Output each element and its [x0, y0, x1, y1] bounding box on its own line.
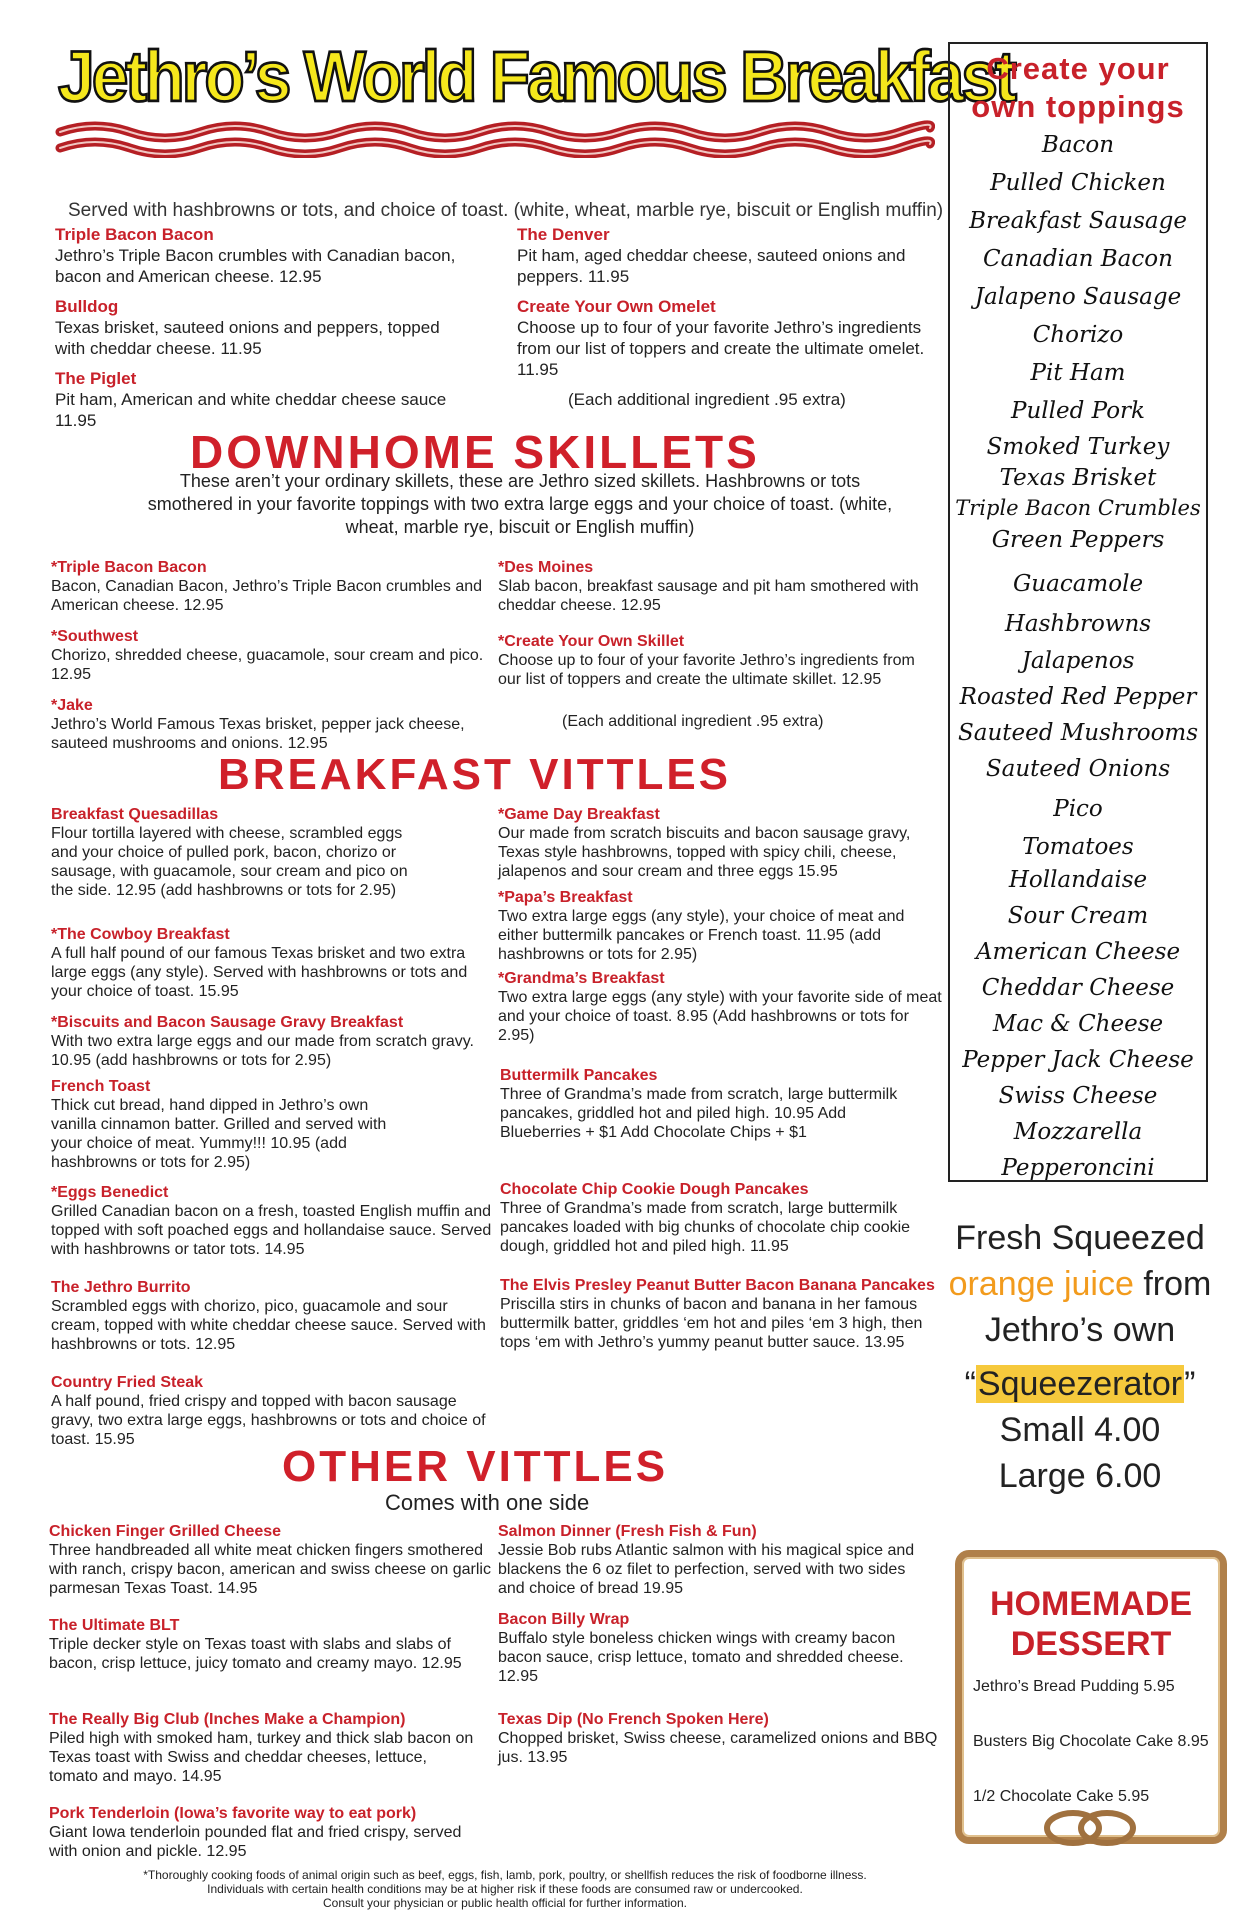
- topping-item: American Cheese: [975, 939, 1181, 965]
- menu-item: [51, 805, 431, 900]
- topping-item: Sauteed Onions: [985, 756, 1171, 782]
- menu-item: [498, 558, 928, 615]
- item-name: Bulldog: [55, 297, 119, 316]
- disclaimer-line: *Thoroughly cooking foods of animal origin such as beef, eggs, fish, lamb, pork, poultry, or shellfish reduces the risk of foodborne illness.: [143, 1868, 867, 1882]
- item-desc: Priscilla stirs in chunks of bacon and banana in her famous buttermilk batter, griddles ‘em hot and piles ‘em 3 high, then tops ‘em with Jethro’s yummy peanut butter sauce. 13.95: [500, 1296, 923, 1351]
- menu-item: [500, 1276, 945, 1352]
- menu-item: [51, 1013, 496, 1070]
- menu-item: [51, 925, 491, 1001]
- item-desc: Choose up to four of your favorite Jethro’s ingredients from our list of toppers and create the ultimate omelet. 11.95: [517, 318, 925, 379]
- item-desc: Triple decker style on Texas toast with slabs and slabs of bacon, crisp lettuce, juicy tomato and creamy mayo. 12.95: [49, 1636, 462, 1672]
- item-name: *Des Moines: [498, 559, 594, 576]
- dessert-box: [955, 1550, 1225, 1850]
- item-desc: Two extra large eggs (any style), your choice of meat and either buttermilk pancakes or French toast. 11.95 (add hashbrowns or tots for 2.95): [498, 908, 905, 963]
- topping-item: Swiss Cheese: [998, 1083, 1158, 1109]
- oj-accent: orange juice: [948, 1265, 1134, 1303]
- item-desc: A full half pound of our famous Texas brisket and two extra large eggs (any style). Served with hashbrowns or tots and your choice of toast. 15.95: [51, 945, 468, 1000]
- toppings-box: [948, 42, 1208, 1182]
- item-name: Pork Tenderloin (Iowa’s favorite way to eat pork): [49, 1805, 417, 1822]
- topping-item: Cheddar Cheese: [981, 975, 1175, 1001]
- item-name: Salmon Dinner (Fresh Fish & Fun): [498, 1523, 757, 1540]
- item-desc: Thick cut bread, hand dipped in Jethro’s own vanilla cinnamon batter. Grilled and served with your choice of meat. Yummy!!! 10.95 (add hashbrowns or tots for 2.95): [51, 1097, 387, 1171]
- topping-item: Hashbrowns: [1004, 611, 1152, 637]
- item-name: Bacon Billy Wrap: [498, 1611, 630, 1628]
- menu-item: [51, 696, 501, 753]
- item-name: *Triple Bacon Bacon: [51, 559, 207, 576]
- item-name: *Eggs Benedict: [51, 1184, 169, 1201]
- item-desc: Pit ham, aged cheddar cheese, sauteed onions and peppers. 11.95: [517, 246, 906, 286]
- food-safety-disclaimer: [70, 1868, 940, 1910]
- topping-item: Texas Brisket: [999, 465, 1157, 491]
- omelet-intro: Served with hashbrowns or tots, and choice of toast. (white, wheat, marble rye, biscuit or English muffin): [68, 200, 944, 221]
- oj-large-price: Large 6.00: [998, 1457, 1162, 1495]
- menu-item: [517, 224, 942, 287]
- menu-item: [517, 296, 942, 380]
- topping-item: Mac & Cheese: [992, 1011, 1164, 1037]
- item-desc: With two extra large eggs and our made from scratch gravy. 10.95 (add hashbrowns or tots for 2.95): [51, 1033, 474, 1069]
- topping-item: Mozzarella: [1013, 1119, 1143, 1145]
- skillet-extra-note: (Each additional ingredient .95 extra): [562, 713, 824, 730]
- topping-item: Tomatoes: [1022, 834, 1134, 860]
- topping-item: Pulled Chicken: [990, 170, 1166, 196]
- dessert-title: HOMEMADE DESSERT: [989, 1585, 1193, 1663]
- menu-item: [498, 1610, 928, 1686]
- topping-item: Green Peppers: [991, 527, 1165, 553]
- item-desc: Pit ham, American and white cheddar cheese sauce 11.95: [55, 390, 447, 430]
- menu-item: [498, 632, 918, 689]
- menu-item: [49, 1804, 489, 1861]
- item-name: *The Cowboy Breakfast: [51, 926, 230, 943]
- item-name: Create Your Own Omelet: [517, 297, 716, 316]
- item-name: Texas Dip (No French Spoken Here): [498, 1711, 769, 1728]
- item-desc: Slab bacon, breakfast sausage and pit ham smothered with cheddar cheese. 12.95: [498, 578, 919, 614]
- menu-item: [51, 1373, 491, 1449]
- topping-item: Sauteed Mushrooms: [957, 720, 1199, 746]
- item-name: The Elvis Presley Peanut Butter Bacon Banana Pancakes: [500, 1277, 935, 1294]
- menu-item: [49, 1522, 494, 1598]
- menu-title: Jethro’s World Famous Breakfast: [58, 36, 1014, 116]
- section-title-breakfast-vittles: BREAKFAST VITTLES: [218, 750, 732, 799]
- item-name: Country Fried Steak: [51, 1374, 204, 1391]
- item-name: Chicken Finger Grilled Cheese: [49, 1523, 282, 1540]
- item-desc: Texas brisket, sauteed onions and peppers, topped with cheddar cheese. 11.95: [55, 318, 440, 358]
- menu-item: [51, 1077, 411, 1172]
- item-desc: Jessie Bob rubs Atlantic salmon with his magical spice and blackens the 6 oz filet to perfection, served with two sides and choice of bread 19.95: [498, 1542, 915, 1597]
- menu-item: [498, 805, 943, 881]
- topping-item: Pepper Jack Cheese: [962, 1047, 1194, 1073]
- topping-item: Guacamole: [1012, 571, 1144, 597]
- topping-item: Breakfast Sausage: [969, 208, 1187, 234]
- menu-item: [500, 1180, 945, 1256]
- item-desc: Three of Grandma’s made from scratch, large buttermilk pancakes, griddled hot and piled high. 10.95 Add Blueberries + $1 Add Chocolate Chips + $1: [500, 1086, 898, 1141]
- item-desc: Three handbreaded all white meat chicken fingers smothered with ranch, crispy bacon, american and swiss cheese on garlic parmesan Texas Toast. 14.95: [49, 1542, 491, 1597]
- item-desc: Bacon, Canadian Bacon, Jethro’s Triple Bacon crumbles and American cheese. 12.95: [51, 578, 483, 614]
- topping-item: Pulled Pork: [1011, 398, 1145, 424]
- item-desc: Two extra large eggs (any style) with your favorite side of meat and your choice of toast. 8.95 (Add hashbrowns or tots for 2.95): [498, 989, 942, 1044]
- topping-item: Pit Ham: [1030, 360, 1126, 386]
- dessert-item: Busters Big Chocolate Cake 8.95: [973, 1733, 1209, 1750]
- topping-item: Pico: [1053, 796, 1103, 822]
- dessert-item: Jethro’s Bread Pudding 5.95: [973, 1678, 1175, 1695]
- item-desc: Giant Iowa tenderloin pounded flat and fried crispy, served with onion and pickle. 12.95: [49, 1824, 462, 1860]
- item-name: The Ultimate BLT: [49, 1617, 180, 1634]
- item-name: The Piglet: [55, 369, 137, 388]
- item-desc: Our made from scratch biscuits and bacon sausage gravy, Texas style hashbrowns, topped with spicy chili, cheese, jalapenos and sour cream and three eggs 15.95: [498, 825, 911, 880]
- menu-item: [49, 1710, 479, 1786]
- menu-item: [498, 969, 943, 1045]
- bacon-strip-decoration: [55, 118, 935, 158]
- topping-item: Jalapenos: [1021, 648, 1135, 674]
- item-name: *Game Day Breakfast: [498, 806, 660, 823]
- item-name: *Biscuits and Bacon Sausage Gravy Breakfast: [51, 1014, 404, 1031]
- topping-item: Hollandaise: [1008, 867, 1148, 893]
- squeezerator-brand: Squeezerator: [977, 1365, 1183, 1403]
- skillets-subtitle: These aren’t your ordinary skillets, these are Jethro sized skillets. Hashbrowns or tots smothered in your favorite toppings with two extra large eggs and your choice of toast. (white, wheat, marble rye, biscuit or English muffin): [147, 471, 893, 537]
- menu-item: [51, 627, 491, 684]
- menu-item: [55, 368, 485, 431]
- item-desc: Scrambled eggs with chorizo, pico, guacamole and sour cream, topped with white cheddar cheese sauce. Served with hashbrowns or tots. 12.95: [51, 1298, 486, 1353]
- item-desc: Flour tortilla layered with cheese, scrambled eggs and your choice of pulled pork, bacon, chorizo or sausage, with guacamole, sour cream and pico on the side. 12.95 (add hashbrowns or tots for 2.95): [51, 825, 408, 899]
- item-name: Breakfast Quesadillas: [51, 806, 219, 823]
- menu-item: [500, 1066, 920, 1142]
- oj-line2-rest: from: [1133, 1265, 1212, 1303]
- orange-juice-promo: Fresh Squeezed orange juice from Jethro’s own “Squeezerator” Small 4.00 Large 6.00: [930, 1215, 1230, 1499]
- topping-item: Jalapeno Sausage: [974, 284, 1182, 310]
- item-name: French Toast: [51, 1078, 151, 1095]
- menu-item: [55, 224, 470, 287]
- item-name: *Jake: [51, 697, 93, 714]
- item-name: *Papa’s Breakfast: [498, 889, 633, 906]
- item-desc: Piled high with smoked ham, turkey and thick slab bacon on Texas toast with Swiss and cheddar cheeses, lettuce, tomato and mayo. 14.95: [49, 1730, 474, 1785]
- menu-item: [51, 1183, 501, 1259]
- menu-item: [498, 888, 943, 964]
- topping-item: Sour Cream: [1007, 903, 1149, 929]
- item-name: The Really Big Club (Inches Make a Champion): [49, 1711, 406, 1728]
- oj-line3: Jethro’s own: [984, 1311, 1176, 1349]
- disclaimer-line: Individuals with certain health conditions may be at higher risk if these foods are consumed raw or undercooked.: [207, 1882, 803, 1896]
- item-name: The Denver: [517, 225, 610, 244]
- item-name: *Create Your Own Skillet: [498, 633, 685, 650]
- item-name: *Southwest: [51, 628, 139, 645]
- item-name: Buttermilk Pancakes: [500, 1067, 658, 1084]
- item-desc: Choose up to four of your favorite Jethro’s ingredients from our list of toppers and create the ultimate skillet. 12.95: [498, 652, 915, 688]
- topping-item: Smoked Turkey: [986, 434, 1170, 460]
- topping-item: Chorizo: [1032, 322, 1124, 348]
- omelet-extra-note: (Each additional ingredient .95 extra): [568, 390, 846, 409]
- menu-item: [498, 1710, 938, 1767]
- topping-item: Triple Bacon Crumbles: [955, 496, 1201, 520]
- dessert-item: 1/2 Chocolate Cake 5.95: [973, 1788, 1150, 1805]
- item-name: Chocolate Chip Cookie Dough Pancakes: [500, 1181, 809, 1198]
- section-title-skillets: DOWNHOME SKILLETS: [190, 426, 760, 478]
- menu-item: [498, 1522, 923, 1598]
- rope-knot-icon: [1035, 1808, 1145, 1850]
- item-name: The Jethro Burrito: [51, 1279, 191, 1296]
- item-desc: Three of Grandma’s made from scratch, large buttermilk pancakes loaded with big chunks of chocolate chip cookie dough, griddled hot and piled high. 11.95: [500, 1200, 911, 1255]
- topping-item: Pepperoncini: [1001, 1155, 1155, 1181]
- menu-item: [51, 1278, 496, 1354]
- menu-item: [55, 296, 470, 359]
- oj-small-price: Small 4.00: [999, 1411, 1161, 1449]
- topping-item: Roasted Red Pepper: [959, 684, 1197, 710]
- item-desc: Chorizo, shredded cheese, guacamole, sour cream and pico. 12.95: [51, 647, 484, 683]
- other-subtitle: Comes with one side: [385, 1490, 590, 1515]
- topping-item: Bacon: [1041, 132, 1115, 158]
- topping-item: Canadian Bacon: [983, 246, 1173, 272]
- menu-item: [51, 558, 491, 615]
- item-name: Triple Bacon Bacon: [55, 225, 214, 244]
- section-title-other-vittles: OTHER VITTLES: [282, 1442, 669, 1491]
- item-desc: Jethro’s Triple Bacon crumbles with Canadian bacon, bacon and American cheese. 12.95: [55, 246, 456, 286]
- disclaimer-line: Consult your physician or public health official for further information.: [323, 1896, 687, 1910]
- item-desc: Grilled Canadian bacon on a fresh, toasted English muffin and topped with soft poached eggs and hollandaise sauce. Served with hashbrowns or tator tots. 14.95: [51, 1203, 492, 1258]
- item-desc: Buffalo style boneless chicken wings with creamy bacon bacon sauce, crisp lettuce, tomato and shredded cheese. 12.95: [498, 1630, 904, 1685]
- item-desc: Jethro’s World Famous Texas brisket, pepper jack cheese, sauteed mushrooms and onions. 12.95: [51, 716, 465, 752]
- item-name: *Grandma’s Breakfast: [498, 970, 665, 987]
- oj-line1: Fresh Squeezed: [955, 1219, 1205, 1257]
- item-desc: A half pound, fried crispy and topped with bacon sausage gravy, two extra large eggs, hashbrowns or tots and choice of toast. 15.95: [51, 1393, 486, 1448]
- item-desc: Chopped brisket, Swiss cheese, caramelized onions and BBQ jus. 13.95: [498, 1730, 938, 1766]
- menu-item: [49, 1616, 469, 1673]
- toppings-title: Create your own toppings: [971, 51, 1185, 124]
